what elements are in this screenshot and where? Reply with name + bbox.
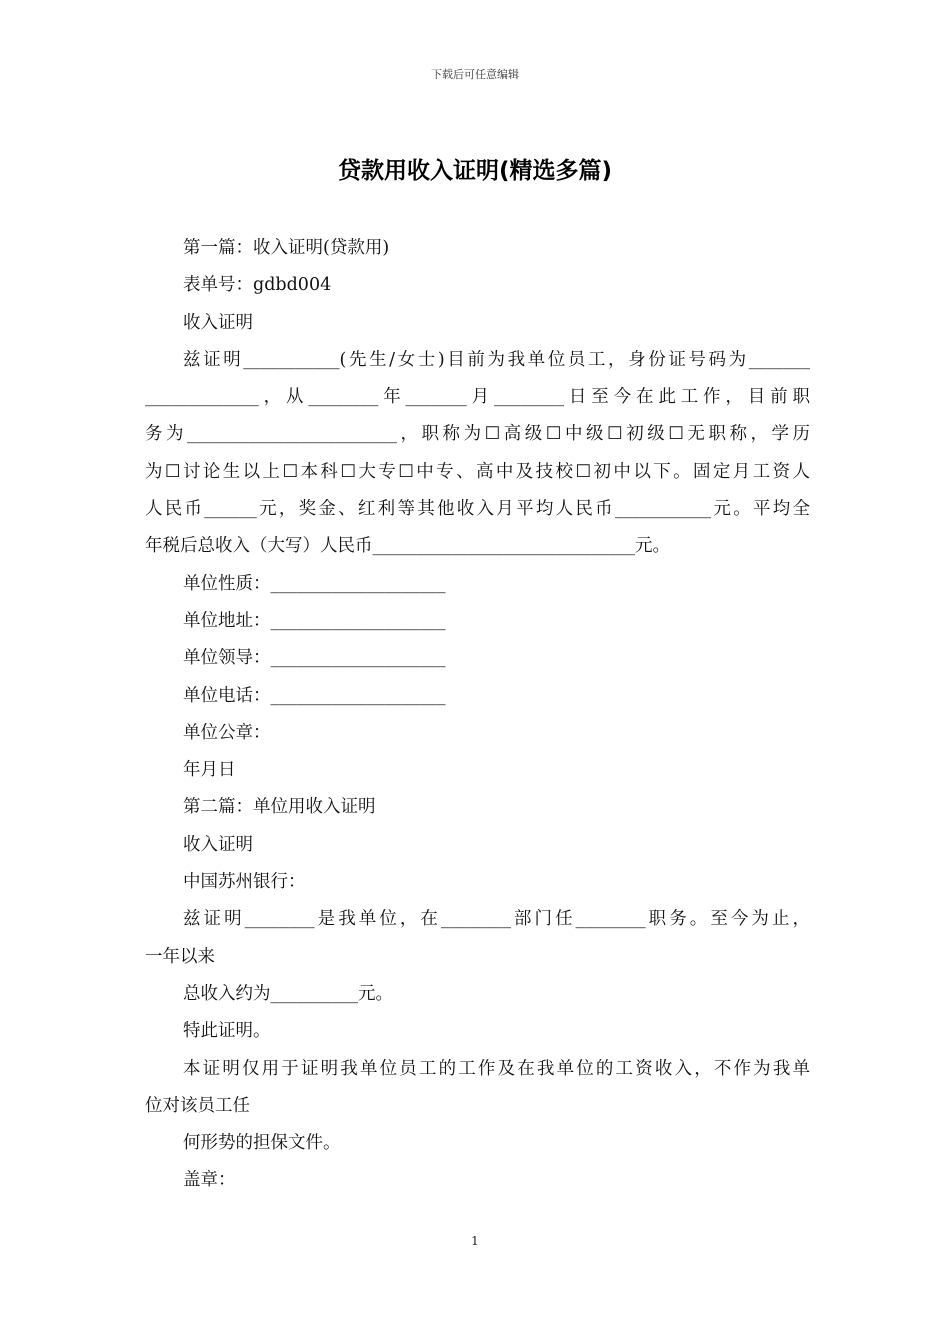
unit-leader-field: 单位领导：____________________ xyxy=(183,648,446,669)
section-heading-2: 第二篇：单位用收入证明 xyxy=(183,797,376,818)
unit-seal-field: 单位公章： xyxy=(183,722,271,743)
unit-phone-field: 单位电话：____________________ xyxy=(183,685,446,706)
paragraph-line: 人民币______元，奖金、红利等其他收入月平均人民币___________元。平均全 xyxy=(145,499,810,520)
unit-nature-field: 单位性质：____________________ xyxy=(183,573,446,594)
document-title: 贷款用收入证明(精选多篇) xyxy=(337,158,613,184)
certificate-heading-1: 收入证明 xyxy=(183,312,253,333)
date-line: 年月日 xyxy=(183,760,236,781)
paragraph-line: 务为________________________，职称为☐高级☐中级☐初级☐无职称，学历 xyxy=(145,424,810,445)
section-heading-1: 第一篇：收入证明(贷款用) xyxy=(183,238,390,258)
paragraph-line: 一年以来 xyxy=(145,946,215,967)
paragraph-line: 本证明仅用于证明我单位员工的工作及在我单位的工资收入，不作为我单 xyxy=(183,1058,810,1079)
paragraph-line: 兹证明________是我单位，在________部门任________职务。至今为止， xyxy=(183,909,810,930)
paragraph-line: 何形势的担保文件。 xyxy=(183,1133,341,1154)
page-number: 1 xyxy=(471,1234,479,1248)
paragraph-line: 兹证明___________(先生/女士)目前为我单位员工，身份证号码为_______ xyxy=(183,349,810,370)
paragraph-line: 总收入约为__________元。 xyxy=(183,983,393,1004)
certificate-heading-2: 收入证明 xyxy=(183,834,253,855)
paragraph-line: 位对该员工任 xyxy=(145,1095,250,1116)
addressee: 中国苏州银行： xyxy=(183,872,306,893)
seal-line: 盖章： xyxy=(183,1170,236,1191)
document-body xyxy=(145,230,810,1200)
paragraph-line: 年税后总收入（大写）人民币______________________________元。 xyxy=(145,536,670,557)
paragraph-line: 特此证明。 xyxy=(183,1021,271,1042)
form-number: 表单号：gdbd004 xyxy=(183,275,332,296)
header-note: 下载后可任意编辑 xyxy=(431,68,519,81)
paragraph-line: 为☐讨论生以上☐本科☐大专☐中专、高中及技校☐初中以下。固定月工资人 xyxy=(145,461,810,482)
unit-address-field: 单位地址：____________________ xyxy=(183,610,446,631)
paragraph-line: _____________，从________年_______月________日至今在此工作，目前职 xyxy=(145,387,810,408)
